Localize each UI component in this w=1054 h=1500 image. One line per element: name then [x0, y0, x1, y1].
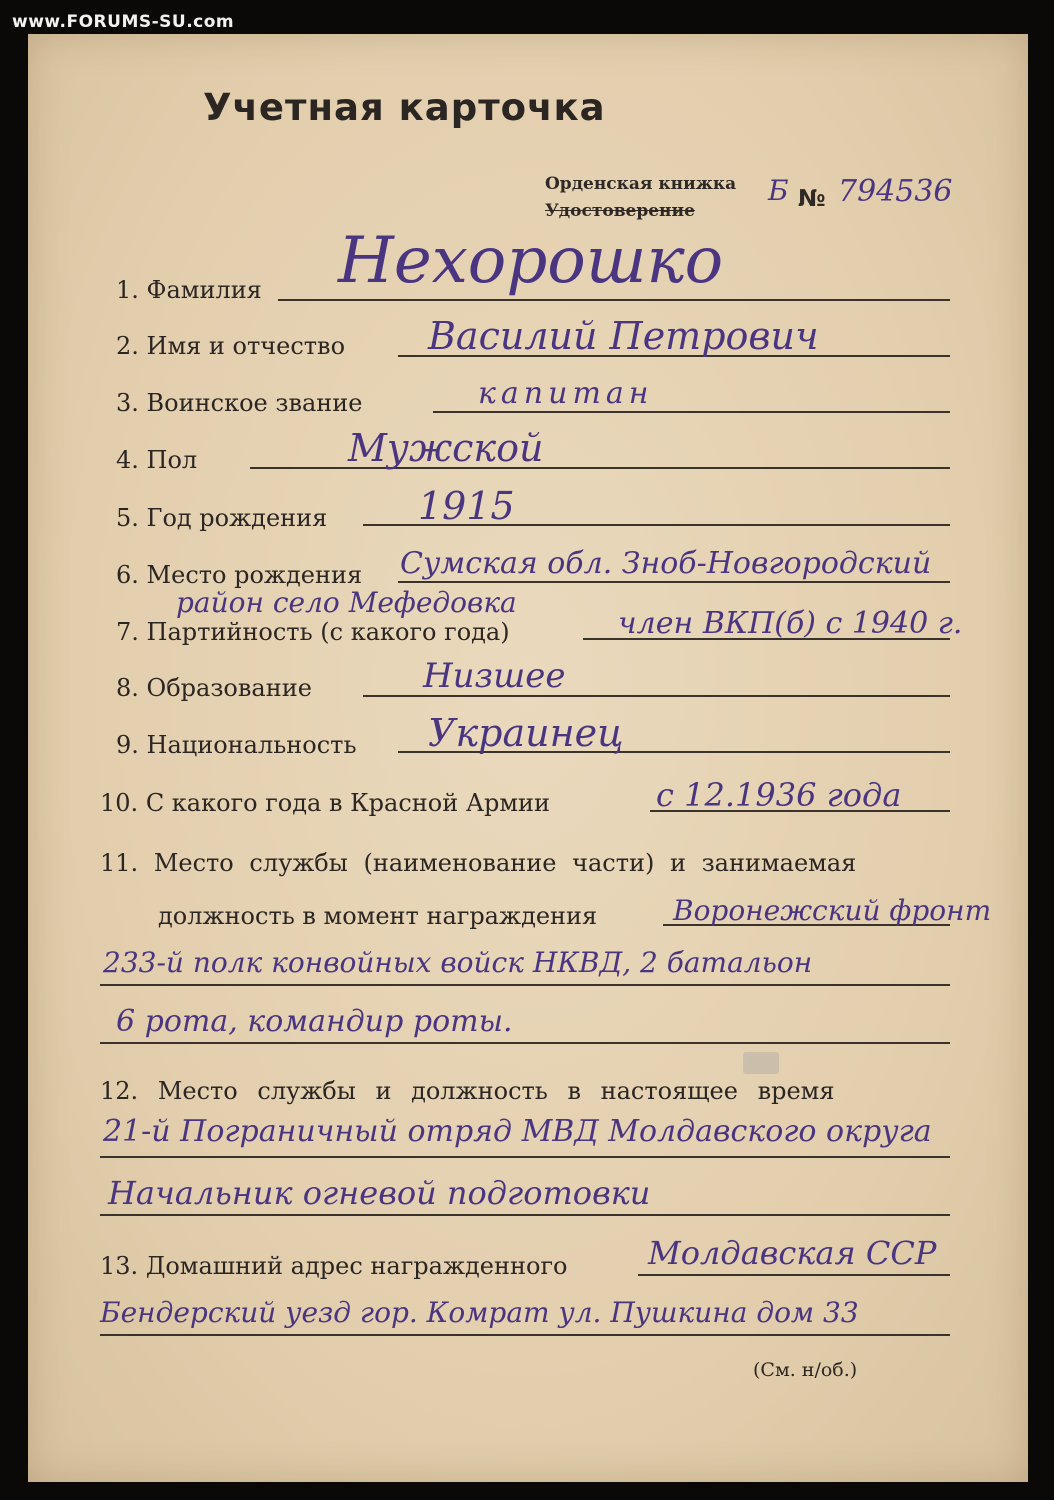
field-11-value-line2: 233-й полк конвойных войск НКВД, 2 батальон: [103, 946, 813, 979]
field-13-label: 13. Домашний адрес награжденного: [100, 1252, 568, 1280]
field-2-label: 2. Имя и отчество: [116, 332, 346, 360]
field-5-label: 5. Год рождения: [116, 504, 328, 532]
field-13-line: [638, 1274, 950, 1276]
field-11-line3: [100, 1042, 950, 1044]
field-13-value: Молдавская ССР: [648, 1234, 937, 1272]
order-book-series: Б: [768, 174, 789, 207]
field-2-value: Василий Петрович: [428, 314, 819, 358]
field-13-value-line2: Бендерский уезд гор. Комрат ул. Пушкина дом 33: [100, 1296, 859, 1329]
see-reverse-note: (См. н/об.): [753, 1359, 858, 1381]
watermark: www.FORUMS-SU.com: [12, 12, 235, 32]
order-book-label: Орденская книжка: [545, 174, 737, 194]
field-1-value: Нехорошко: [338, 224, 724, 298]
card-title: Учетная карточка: [203, 86, 606, 129]
field-12-label: 12. Место службы и должность в настоящее время: [100, 1077, 835, 1105]
field-11-value-line3: 6 рота, командир роты.: [116, 1004, 513, 1039]
certificate-label-struck: Удостоверение: [545, 201, 695, 221]
field-3-value: капитан: [478, 376, 654, 411]
field-4-value: Мужской: [348, 426, 544, 470]
faint-stamp: [743, 1052, 779, 1074]
field-3-line: [433, 411, 950, 413]
registration-card: [28, 34, 1028, 1482]
field-5-value: 1915: [418, 484, 515, 528]
field-11-value: Воронежский фронт: [673, 894, 992, 927]
field-8-value: Низшее: [423, 656, 566, 696]
field-11-label-line2: должность в момент награждения: [158, 902, 598, 930]
field-10-label: 10. С какого года в Красной Армии: [100, 789, 551, 817]
field-1-label: 1. Фамилия: [116, 276, 262, 304]
order-book-number: 794536: [838, 174, 953, 209]
field-8-label: 8. Образование: [116, 674, 312, 702]
field-6-line: [398, 581, 950, 583]
field-6-label: 6. Место рождения: [116, 561, 363, 589]
field-12-line: [100, 1156, 950, 1158]
field-10-value: с 12.1936 года: [656, 776, 902, 814]
field-6-value-line2: район село Мефедовка: [176, 586, 517, 619]
field-9-label: 9. Национальность: [116, 731, 357, 759]
field-9-value: Украинец: [428, 711, 624, 755]
field-1-line: [278, 299, 950, 301]
field-12-value: 21-й Пограничный отряд МВД Молдавского округа: [103, 1114, 932, 1149]
field-7-label: 7. Партийность (с какого года): [116, 618, 510, 646]
field-11-line2: [100, 984, 950, 986]
number-sign: №: [798, 186, 826, 212]
field-6-value: Сумская обл. Зноб-Новгородский: [400, 546, 932, 581]
field-12-line2: [100, 1214, 950, 1216]
field-12-value-line2: Начальник огневой подготовки: [108, 1174, 651, 1212]
field-13-line2: [100, 1334, 950, 1336]
field-7-value: член ВКП(б) с 1940 г.: [618, 606, 963, 641]
field-11-label: 11. Место службы (наименование части) и занимаемая: [100, 849, 857, 877]
field-4-label: 4. Пол: [116, 446, 198, 474]
field-3-label: 3. Воинское звание: [116, 389, 363, 417]
